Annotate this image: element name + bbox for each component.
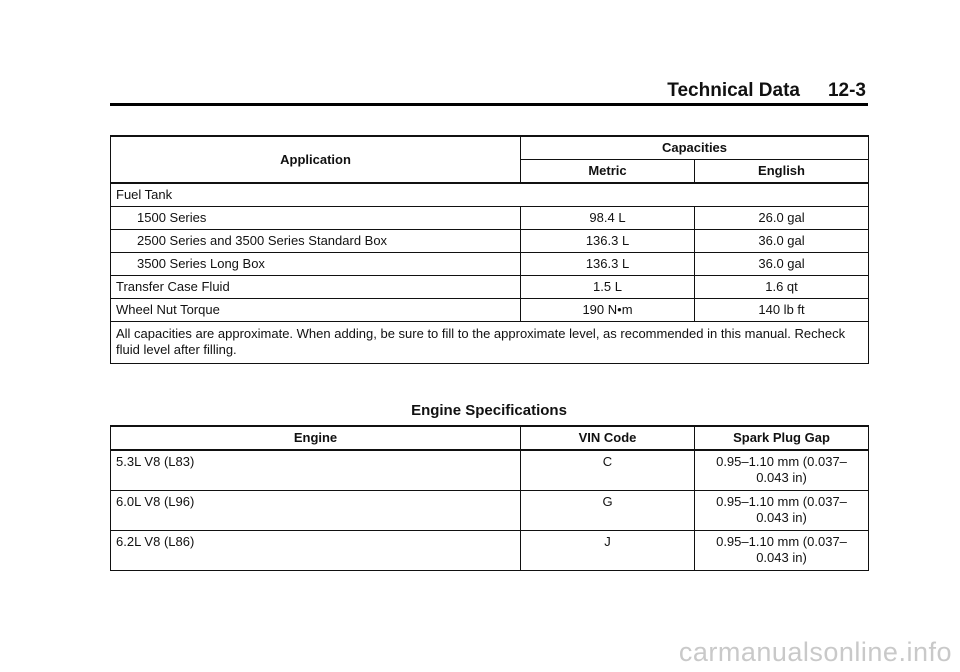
watermark: carmanualsonline.info — [678, 637, 952, 667]
spark-plug-gap — [695, 450, 869, 491]
engine-specs-title: Engine Specifications — [411, 402, 567, 419]
table-row — [111, 491, 869, 531]
gap-line-2: 0.043 in) — [756, 510, 807, 525]
capacities-table — [110, 135, 869, 364]
row-label: 3500 Series Long Box — [111, 253, 521, 276]
header-english: English — [695, 160, 869, 184]
gap-line-1: 0.95–1.10 mm (0.037– — [716, 454, 847, 469]
engine-name: 6.2L V8 (L86) — [111, 531, 521, 571]
row-metric: 1.5 L — [521, 276, 695, 299]
engine-specs-table — [110, 425, 869, 571]
header-vin: VIN Code — [521, 426, 695, 450]
table-row — [111, 230, 869, 253]
row-english: 1.6 qt — [695, 276, 869, 299]
table-row — [111, 299, 869, 322]
gap-line-2: 0.043 in) — [756, 470, 807, 485]
gap-line-2: 0.043 in) — [756, 550, 807, 565]
fuel-tank-label: Fuel Tank — [111, 183, 869, 207]
row-label: 1500 Series — [111, 207, 521, 230]
vin-code: J — [521, 531, 695, 571]
table-row — [111, 183, 869, 207]
table-row — [111, 450, 869, 491]
row-english: 36.0 gal — [695, 230, 869, 253]
spark-plug-gap — [695, 491, 869, 531]
table-row — [111, 322, 869, 364]
engine-name: 6.0L V8 (L96) — [111, 491, 521, 531]
table-row — [111, 207, 869, 230]
row-label: 2500 Series and 3500 Series Standard Box — [111, 230, 521, 253]
page-number: 12-3 — [827, 80, 866, 101]
row-english: 26.0 gal — [695, 207, 869, 230]
table-row — [111, 276, 869, 299]
gap-line-1: 0.95–1.10 mm (0.037– — [716, 534, 847, 549]
row-english: 36.0 gal — [695, 253, 869, 276]
section-title: Technical Data — [667, 80, 800, 101]
row-english: 140 lb ft — [695, 299, 869, 322]
engine-name: 5.3L V8 (L83) — [111, 450, 521, 491]
header-capacities: Capacities — [521, 136, 869, 160]
page-header — [110, 80, 868, 106]
vin-code: C — [521, 450, 695, 491]
header-application: Application — [111, 136, 521, 183]
row-label: Wheel Nut Torque — [111, 299, 521, 322]
header-metric: Metric — [521, 160, 695, 184]
vin-code: G — [521, 491, 695, 531]
header-engine: Engine — [111, 426, 521, 450]
header-gap: Spark Plug Gap — [695, 426, 869, 450]
row-metric: 136.3 L — [521, 253, 695, 276]
table-row — [111, 531, 869, 571]
row-label: Transfer Case Fluid — [111, 276, 521, 299]
capacities-note: All capacities are approximate. When adding, be sure to fill to the approximate level, as recommended in this manual. Recheck fluid level after filling. — [111, 322, 869, 364]
table-row — [111, 253, 869, 276]
spark-plug-gap — [695, 531, 869, 571]
row-metric: 98.4 L — [521, 207, 695, 230]
row-metric: 136.3 L — [521, 230, 695, 253]
gap-line-1: 0.95–1.10 mm (0.037– — [716, 494, 847, 509]
row-metric: 190 N•m — [521, 299, 695, 322]
